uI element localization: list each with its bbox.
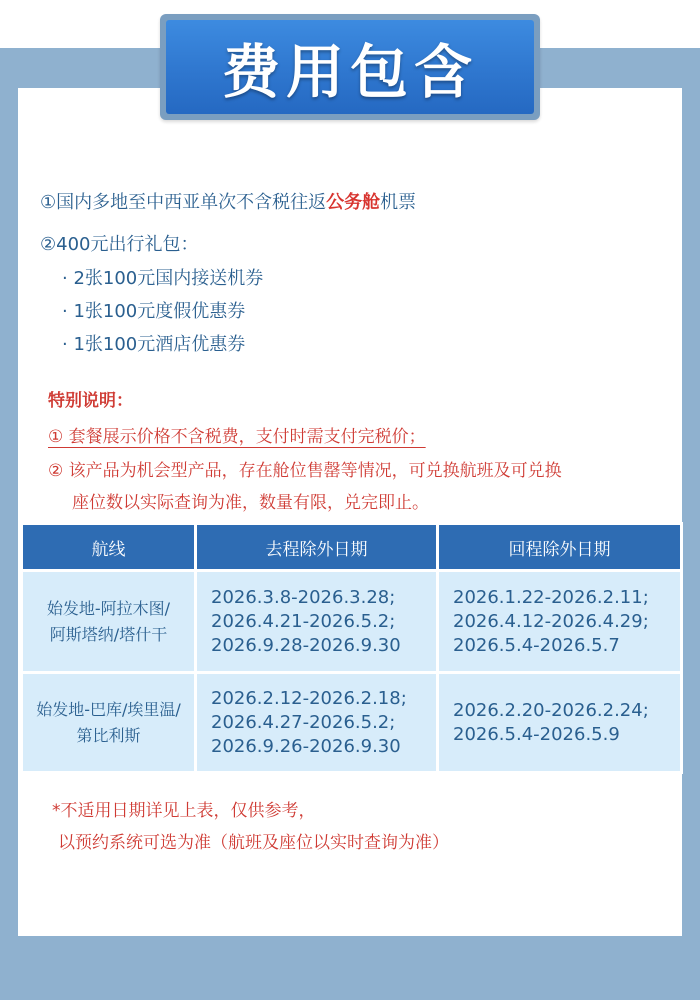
included-item-1-text: ①国内多地至中西亚单次不含税往返 [40,192,327,213]
table-header-row [22,524,682,571]
outbound-dates-cell [196,571,438,673]
footer-note: 以预约系统可选为准（航班及座位以实时查询为准） [58,833,449,853]
exclusion-dates-table [20,522,683,774]
date-range: 2026.2.12-2026.2.18; [211,687,407,709]
notes-title: 特别说明： [48,391,133,411]
table-row [22,571,682,673]
note-item: ② 该产品为机会型产品，存在舱位售罄等情况，可兑换航班及可兑换 [48,461,562,481]
column-header-return: 回程除外日期 [438,524,682,571]
route-cell [22,673,196,773]
date-range: 2026.4.21-2026.5.2; [211,610,396,632]
date-range: 2026.2.20-2026.2.24; [453,699,649,721]
column-header-route: 航线 [22,524,196,571]
gift-item: · 1张100元度假优惠券 [62,301,246,322]
included-item-1 [40,188,416,214]
date-range: 2026.9.28-2026.9.30 [211,634,401,656]
date-range: 2026.5.4-2026.5.9 [453,723,620,745]
return-dates-cell [438,571,682,673]
date-range: 2026.4.12-2026.4.29; [453,610,649,632]
note-item-continued: 座位数以实际查询为准，数量有限，兑完即止。 [72,493,429,513]
title-banner-inner [166,20,534,114]
included-item-1-suffix: 机票 [380,192,417,213]
included-item-2: ②400元出行礼包： [40,234,199,255]
outbound-dates-cell [196,673,438,773]
gift-item: · 1张100元酒店优惠券 [62,334,246,355]
included-item-1-highlight: 公务舱 [326,192,381,213]
date-range: 2026.1.22-2026.2.11; [453,586,649,608]
gift-item: · 2张100元国内接送机券 [62,268,264,289]
route-line: 阿斯塔纳/塔什干 [49,624,168,644]
table-row [22,673,682,773]
page-title: 费用包含 [221,38,478,106]
return-dates-cell [438,673,682,773]
date-range: 2026.9.26-2026.9.30 [211,735,401,757]
note-item: ① 套餐展示价格不含税费，支付时需支付完税价； [48,427,426,447]
date-range: 2026.5.4-2026.5.7 [453,634,620,656]
route-cell [22,571,196,673]
footer-note: *不适用日期详见上表，仅供参考， [52,801,316,821]
route-line: 第比利斯 [76,725,141,745]
route-line: 始发地-巴库/埃里温/ [36,699,181,719]
title-banner [160,14,540,120]
column-header-outbound: 去程除外日期 [196,524,438,571]
route-line: 始发地-阿拉木图/ [46,598,171,618]
date-range: 2026.4.27-2026.5.2; [211,711,396,733]
date-range: 2026.3.8-2026.3.28; [211,586,396,608]
